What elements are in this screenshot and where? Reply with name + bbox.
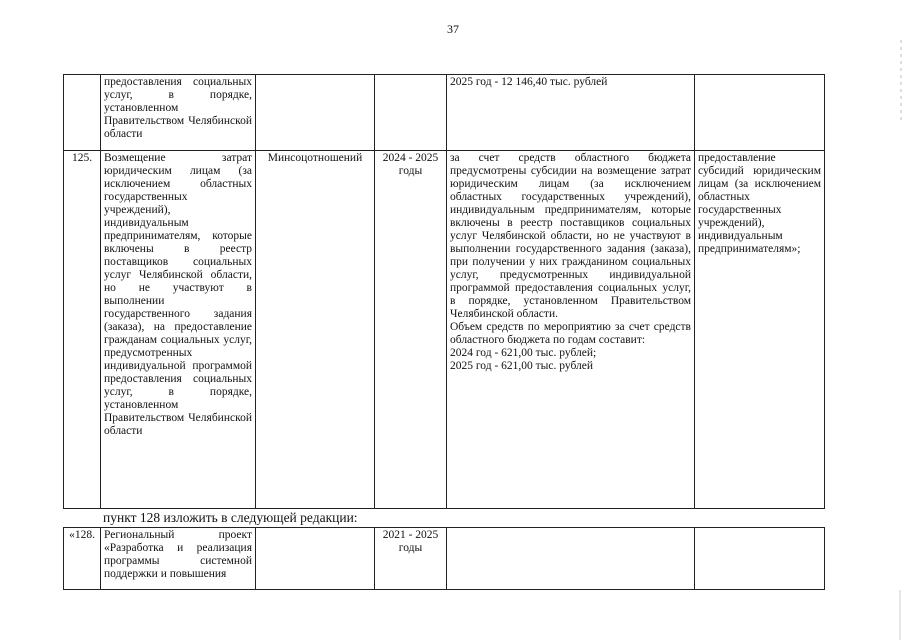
funding-cell: 2025 год - 12 146,40 тыс. рублей <box>447 75 695 151</box>
table-row <box>64 75 825 151</box>
executor-cell <box>256 528 375 590</box>
executor-cell <box>256 75 375 151</box>
funding-text: Объем средств по мероприятию за счет средств областного бюджета по годам составит: <box>450 321 691 346</box>
result-cell: предоставление субсидий юридическим лицам (за исключением областных государственных учреждений), индивидуальным предпринимателям»; <box>695 151 825 509</box>
period-cell <box>375 75 447 151</box>
result-cell <box>695 75 825 151</box>
row-number-cell: 125. <box>64 151 101 509</box>
measure-name-cell: предоставления социальных услуг, в порядке, установленном Правительством Челябинской области <box>101 75 256 151</box>
amendment-caption: пункт 128 изложить в следующей редакции: <box>103 510 358 525</box>
page-number: 37 <box>447 22 459 36</box>
funding-text: 2025 год - 621,00 тыс. рублей <box>450 360 594 372</box>
funding-text: за счет средств областного бюджета предусмотрены субсидии на возмещение затрат юридическим лицам (за исключением областных государственных учреждений), индивидуальным предпринимателям, которые включены в реестр поставщиков социальных услуг Челябинской области, но не участвуют в выполнении государственного задания (заказа), при получении у них гражданином социальных услуг, предусмотренных индивидуальной программой предоставления социальных услуг, в порядке, установленном Правительством Челябинской области. <box>450 152 691 320</box>
result-cell <box>695 528 825 590</box>
row-number-cell <box>64 75 101 151</box>
funding-cell <box>447 151 695 509</box>
row-number-cell: «128. <box>64 528 101 590</box>
funding-text: 2024 год - 621,00 тыс. рублей; <box>450 347 597 359</box>
measure-name-cell: Региональный проект «Разработка и реализация программы системной поддержки и повышения <box>101 528 256 590</box>
period-cell: 2021 - 2025 годы <box>375 528 447 590</box>
scan-edge-mark <box>892 0 904 640</box>
table-row <box>64 151 825 509</box>
period-cell: 2024 - 2025 годы <box>375 151 447 509</box>
measure-name-cell: Возмещение затрат юридическим лицам (за исключением областных государственных учреждений), индивидуальным предпринимателям, которые включены в реестр поставщиков социальных услуг Челябинской области, но не участвуют в выполнении государственного задания (заказа), на предоставление гражданам социальных услуг, предусмотренных индивидуальной программой предоставления социальных услуг, в порядке, установленном Правительством Челябинской области <box>101 151 256 509</box>
measures-table-bottom <box>63 527 825 590</box>
measures-table-top <box>63 74 825 509</box>
executor-cell: Минсоцотношений <box>256 151 375 509</box>
table-row <box>64 528 825 590</box>
funding-cell <box>447 528 695 590</box>
